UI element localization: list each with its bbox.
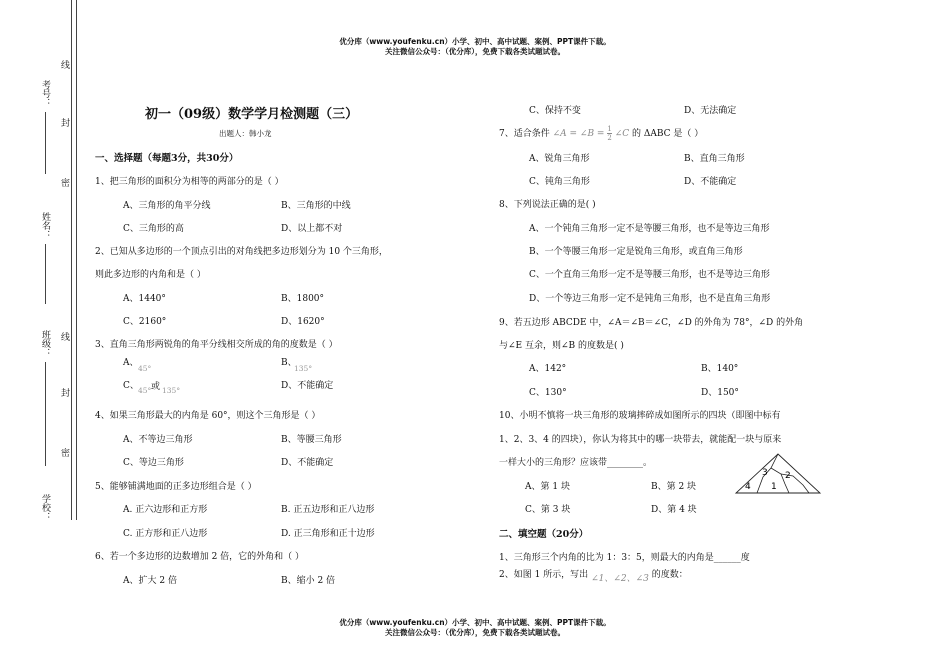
footer-line-1: 优分库（www.youfenku.cn）小学、初中、高中试题、案例、PPT课件下载。: [339, 618, 611, 627]
q9-stem-line-2: 与∠E 互余，则∠B 的度数是( ): [499, 341, 624, 351]
q7-prefix: 7、适合条件: [499, 129, 550, 139]
fill-q2-angles: ∠1、∠2、∠3: [591, 574, 649, 584]
q6-option-b: B、缩小 2 倍: [281, 576, 336, 586]
q5-stem: 5、能够铺满地面的正多边形组合是（ ）: [95, 482, 257, 492]
kaohao-label: 考号：: [40, 80, 50, 107]
q7-fraction: [607, 125, 611, 142]
piece-label-3: 3: [762, 468, 768, 478]
piece-label-1: 1: [771, 482, 777, 492]
q3-option-a: A、: [123, 358, 139, 368]
q4-option-b: B、等腰三角形: [281, 435, 342, 445]
seal-feng-2: 封: [59, 388, 69, 397]
q9-stem: 9、若五边形 ABCDE 中，∠A＝∠B＝∠C，∠D 的外角为 78°，∠D 的外角: [499, 318, 804, 328]
q8-stem: 8、下列说法正确的是( ): [499, 200, 596, 210]
q7-condition-2: ∠C: [614, 129, 630, 139]
q10-option-c: C、第 3 块: [525, 505, 571, 515]
seal-mi-1: 密: [59, 178, 69, 187]
broken-triangle-figure: [733, 452, 823, 494]
q2-option-b: B、1800°: [281, 294, 325, 304]
piece-label-2: 2: [785, 471, 791, 481]
q5-option-d: D. 正三角形和正十边形: [281, 529, 375, 539]
q10-option-d: D、第 4 块: [651, 505, 697, 515]
q10-option-a: A、第 1 块: [525, 482, 570, 492]
q6-option-a: A、扩大 2 倍: [123, 576, 177, 586]
q3-option-d: D、不能确定: [281, 381, 334, 391]
q1-option-d: D、以上都不对: [281, 224, 343, 234]
footer-line-2: 关注微信公众号：（优分库），免费下载各类试题试卷。: [385, 628, 565, 637]
q3-option-b: B、: [281, 358, 297, 368]
q8-option-c: C、一个直角三角形一定不是等腰三角形，也不是等边三角形: [529, 270, 770, 280]
section-fill-heading: 二、填空题（20分）: [499, 529, 589, 540]
fill-q1: 1、三角形三个内角的比为 1：3：5，则最大的内角是______度: [499, 553, 750, 563]
q7-option-d: D、不能确定: [684, 177, 737, 187]
q8-option-d: D、一个等边三角形一定不是钝角三角形，也不是直角三角形: [529, 294, 771, 304]
xuexiao-label: 学校：: [40, 494, 50, 521]
xingming-label: 姓名：: [40, 212, 50, 239]
q5-option-b: B. 正五边形和正八边形: [281, 505, 375, 515]
q2-option-d: D、1620°: [281, 317, 325, 327]
q6-stem: 6、若一个多边形的边数增加 2 倍，它的外角和（ ）: [95, 552, 305, 562]
q9-option-d: D、150°: [701, 388, 739, 398]
q1-stem: 1、把三角形的面积分为相等的两部分的是（ ）: [95, 177, 284, 187]
q10-stem: 10、小明不慎将一块三角形的玻璃摔碎成如图所示的四块（即图中标有: [499, 411, 781, 421]
q7-fraction-numerator: 1: [607, 125, 612, 133]
q1-option-c: C、三角形的高: [123, 224, 184, 234]
q2-option-c: C、2160°: [123, 317, 167, 327]
q7-suffix: 的 ΔABC 是（ ）: [632, 129, 704, 139]
binding-line-right: [76, 0, 77, 520]
q3-option-c-value-1: 45°: [138, 386, 152, 395]
q7-condition-1: ∠A = ∠B =: [552, 129, 605, 139]
q3-option-c: C、: [123, 381, 139, 391]
q8-option-b: B、一个等腰三角形一定是锐角三角形，或直角三角形: [529, 247, 743, 257]
banji-label: 班级：: [40, 330, 50, 357]
q7-option-b: B、直角三角形: [684, 154, 745, 164]
q6-option-d: D、无法确定: [684, 106, 737, 116]
piece-label-4: 4: [745, 482, 751, 492]
q3-option-c-or: 或: [151, 382, 161, 392]
q3-stem: 3、直角三角形两锐角的角平分线相交所成的角的度数是（ ）: [95, 340, 338, 350]
banji-fill-line: [45, 362, 46, 466]
seal-feng-1: 封: [59, 118, 69, 127]
seal-xian-2: 线: [59, 332, 69, 341]
header-line-2: 关注微信公众号：（优分库），免费下载各类试题试卷。: [385, 47, 565, 56]
broken-triangle-svg: [733, 452, 823, 494]
q2-stem: 2、已知从多边形的一个顶点引出的对角线把多边形划分为 10 个三角形，: [95, 247, 388, 257]
seal-mi-2: 密: [59, 448, 69, 457]
seal-xian-1: 线: [59, 60, 69, 69]
q6-option-c: C、保持不变: [529, 106, 581, 116]
fill-q2-prefix: 2、如图 1 所示，写出: [499, 570, 589, 580]
q7-fraction-denominator: 2: [607, 134, 612, 142]
q1-option-a: A、三角形的角平分线: [123, 201, 211, 211]
q4-option-d: D、不能确定: [281, 458, 334, 468]
q3-option-c-value-2: 135°: [162, 386, 181, 395]
q7-option-c: C、钝角三角形: [529, 177, 590, 187]
section-choice-heading: 一、选择题（每题3分，共30分）: [95, 153, 239, 164]
q3-option-a-value: 45°: [138, 364, 152, 373]
q10-stem-line-3: 一样大小的三角形？应该带________。: [499, 458, 653, 468]
q4-option-c: C、等边三角形: [123, 458, 184, 468]
q8-option-a: A、一个钝角三角形一定不是等腰三角形，也不是等边三角形: [529, 224, 770, 234]
q2-stem-line-2: 则此多边形的内角和是（ ）: [95, 270, 206, 280]
binding-line-left: [71, 0, 72, 520]
fill-q2-suffix: 的度数：: [651, 570, 688, 580]
q2-option-a: A、1440°: [123, 294, 166, 304]
exam-title: 初一（09级）数学学月检测题（三）: [145, 107, 359, 122]
q5-option-a: A. 正六边形和正方形: [123, 505, 208, 515]
q10-option-b: B、第 2 块: [651, 482, 697, 492]
fill-q2: [499, 567, 688, 584]
header-line-1: 优分库（www.youfenku.cn）小学、初中、高中试题、案例、PPT课件下载。: [339, 37, 611, 46]
exam-author: 出题人：韩小龙: [219, 129, 272, 138]
xingming-fill-line: [45, 244, 46, 304]
q3-option-b-value: 135°: [294, 364, 313, 373]
q1-option-b: B、三角形的中线: [281, 201, 351, 211]
q9-option-b: B、140°: [701, 364, 739, 374]
kaohao-fill-line: [45, 112, 46, 174]
q4-option-a: A、不等边三角形: [123, 435, 193, 445]
q7-option-a: A、锐角三角形: [529, 154, 590, 164]
q9-option-c: C、130°: [529, 388, 567, 398]
q7-stem: [499, 125, 703, 142]
q10-stem-line-2: 1、2、3、4 的四块），你认为将其中的哪一块带去，就能配一块与原来: [499, 435, 782, 445]
q9-option-a: A、142°: [529, 364, 567, 374]
q4-stem: 4、如果三角形最大的内角是 60°，则这个三角形是（ ）: [95, 411, 321, 421]
q5-option-c: C. 正方形和正八边形: [123, 529, 208, 539]
